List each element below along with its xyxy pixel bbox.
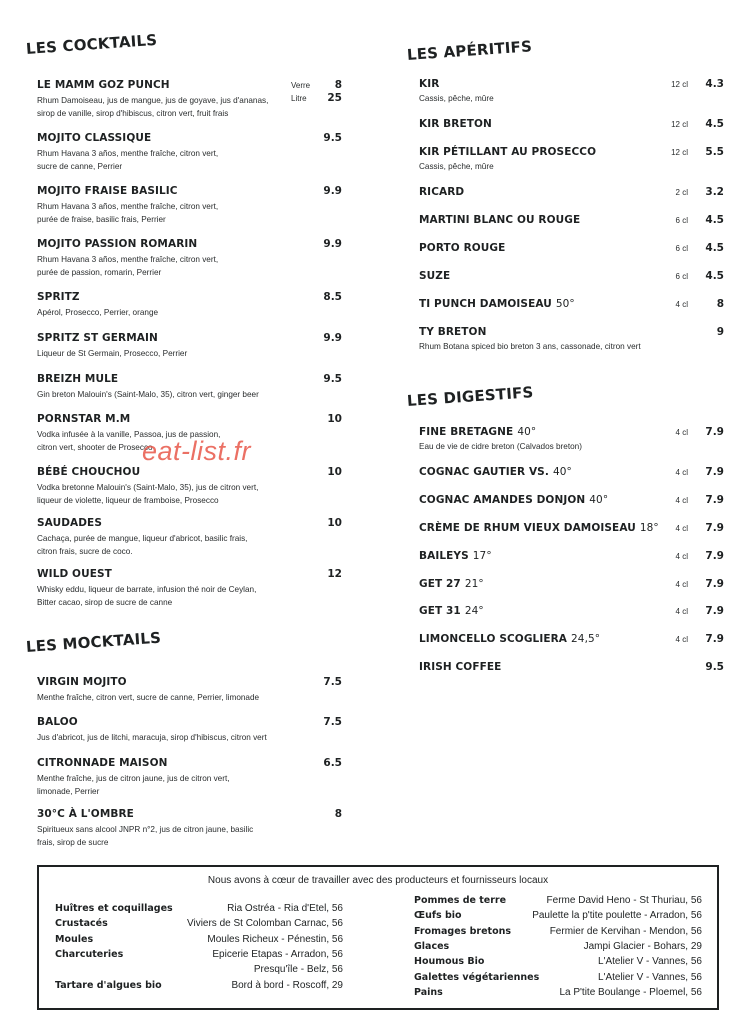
- item-price: 8.5: [323, 291, 342, 303]
- section-title-cocktails: LES COCKTAILS: [25, 30, 158, 58]
- item-description: limonade, Perrier: [37, 787, 100, 796]
- supplier-product: Huîtres et coquillages: [55, 903, 173, 914]
- item-price: 10: [327, 413, 342, 425]
- item-name-text: PORTO ROUGE: [419, 242, 506, 254]
- item-name: [419, 633, 600, 645]
- item-name-text: CRÈME DE RHUM VIEUX DAMOISEAU: [419, 522, 636, 534]
- item-unit: Litre: [291, 94, 307, 103]
- item-volume: 2 cl: [675, 188, 688, 197]
- supplier-product: Pommes de terre: [414, 895, 507, 906]
- item-name: [419, 242, 505, 254]
- item-name: [419, 661, 501, 673]
- item-name: [419, 146, 596, 158]
- item-price: 4.5: [705, 118, 724, 130]
- item-price: 7.9: [705, 550, 724, 562]
- item-description: Liqueur de St Germain, Prosecco, Perrier: [37, 349, 188, 358]
- item-name: [419, 522, 659, 534]
- item-name: [419, 578, 484, 590]
- item-description: citron frais, sucre de coco.: [37, 547, 133, 556]
- item-description: Spiritueux sans alcool JNPR n°2, jus de citron jaune, basilic: [37, 825, 254, 834]
- suppliers-box: [37, 865, 719, 1010]
- item-description: Apérol, Prosecco, Perrier, orange: [37, 308, 159, 317]
- item-name: [419, 605, 484, 617]
- item-description: Rhum Havana 3 años, menthe fraîche, citron vert,: [37, 149, 219, 158]
- item-volume: 6 cl: [675, 272, 688, 281]
- item-name: [419, 78, 439, 90]
- item-volume: 4 cl: [675, 580, 688, 589]
- item-name-text: LIMONCELLO SCOGLIERA: [419, 633, 568, 645]
- item-alcohol-degree: 17°: [472, 550, 492, 562]
- item-name-text: BAILEYS: [419, 550, 469, 562]
- item-name: MOJITO FRAISE BASILIC: [37, 185, 178, 197]
- item-price: 7.9: [705, 633, 724, 645]
- item-volume: 12 cl: [671, 80, 688, 89]
- supplier-name: Ferme David Heno - St Thuriau, 56: [546, 895, 702, 906]
- item-name: PORNSTAR M.M: [37, 413, 131, 425]
- item-volume: 12 cl: [671, 148, 688, 157]
- item-name: SPRITZ ST GERMAIN: [37, 332, 158, 344]
- item-description: Menthe fraîche, jus de citron jaune, jus de citron vert,: [37, 774, 230, 783]
- item-description: Rhum Havana 3 años, menthe fraîche, citron vert,: [37, 255, 219, 264]
- item-price: 7.5: [323, 716, 342, 728]
- item-unit: Verre: [291, 81, 311, 90]
- item-description: liqueur de violette, liqueur de framboise, Prosecco: [37, 496, 219, 505]
- supplier-row: [414, 987, 702, 1002]
- item-name-text: KIR BRETON: [419, 118, 492, 130]
- supplier-name: La P'tite Boulange - Ploemel, 56: [559, 986, 702, 998]
- item-name-text: TI PUNCH DAMOISEAU: [419, 298, 552, 310]
- supplier-product: Moules: [55, 933, 94, 945]
- supplier-row: [55, 903, 343, 918]
- item-description: citron vert, shooter de Prosecco: [37, 443, 153, 452]
- item-name: [419, 118, 492, 130]
- item-name: SPRITZ: [37, 291, 80, 303]
- item-name: BÉBÉ CHOUCHOU: [37, 466, 141, 478]
- item-description: purée de fraise, basilic frais, Perrier: [37, 215, 166, 224]
- supplier-product: Œufs bio: [414, 910, 462, 922]
- item-price: 4.5: [705, 270, 724, 282]
- supplier-row: [414, 972, 702, 987]
- item-name: [419, 326, 486, 338]
- item-price: 9.5: [705, 661, 724, 673]
- item-name-text: GET 27: [419, 578, 461, 590]
- supplier-row: [55, 980, 343, 995]
- item-price: 7.9: [705, 522, 724, 534]
- item-name-text: KIR: [419, 78, 440, 90]
- item-price: 7.9: [705, 466, 724, 478]
- watermark: eat-list.fr: [142, 436, 252, 466]
- item-name: BREIZH MULE: [37, 373, 119, 385]
- supplier-name: Presqu'île - Belz, 56: [253, 964, 343, 976]
- item-name: [419, 298, 575, 310]
- item-name: MOJITO CLASSIQUE: [37, 132, 152, 144]
- item-name: [419, 426, 536, 438]
- item-name-text: SUZE: [419, 270, 451, 282]
- item-description: Gin breton Malouin's (Saint-Malo, 35), citron vert, ginger beer: [37, 390, 259, 399]
- item-name-text: RICARD: [419, 186, 465, 198]
- supplier-name: Fermier de Kervihan - Mendon, 56: [549, 925, 702, 937]
- item-price: 9.5: [323, 132, 342, 144]
- item-price: 3.2: [705, 186, 724, 198]
- item-price: 10: [327, 466, 342, 478]
- item-price: 4.5: [705, 214, 724, 226]
- item-volume: 4 cl: [675, 524, 688, 533]
- item-name: [419, 494, 608, 506]
- supplier-name: Viviers de St Colomban Carnac, 56: [186, 918, 343, 930]
- item-name-text: KIR PÉTILLANT AU PROSECCO: [419, 146, 597, 158]
- item-price: 5.5: [705, 146, 724, 158]
- item-volume: 6 cl: [675, 216, 688, 225]
- item-name-text: FINE BRETAGNE: [419, 426, 514, 438]
- item-volume: 6 cl: [675, 244, 688, 253]
- item-price: 7.9: [705, 426, 724, 438]
- item-price: 9.9: [323, 238, 342, 250]
- item-volume: 4 cl: [675, 607, 688, 616]
- item-name: [419, 466, 572, 478]
- item-description: Eau de vie de cidre breton (Calvados breton): [419, 442, 582, 451]
- item-price: 9.9: [323, 185, 342, 197]
- supplier-row: [55, 964, 343, 979]
- supplier-product: Tartare d'algues bio: [55, 979, 162, 991]
- supplier-product: Glaces: [414, 940, 450, 952]
- supplier-name: L'Atelier V - Vannes, 56: [597, 956, 702, 968]
- item-price: 8: [334, 79, 342, 91]
- supplier-row: [414, 926, 702, 941]
- item-price: 7.9: [705, 605, 724, 617]
- item-description: Menthe fraîche, citron vert, sucre de canne, Perrier, limonade: [37, 693, 260, 702]
- item-description: frais, sirop de sucre: [37, 838, 109, 847]
- item-description: Rhum Botana spiced bio breton 3 ans, cassonade, citron vert: [419, 342, 641, 351]
- supplier-row: [414, 910, 702, 925]
- item-description: Whisky eddu, liqueur de barrate, infusion thé noir de Ceylan,: [37, 585, 257, 594]
- item-price: 9.5: [323, 373, 342, 385]
- item-price: 9.9: [323, 332, 342, 344]
- item-description: Cachaça, purée de mangue, liqueur d'abricot, basilic frais,: [37, 534, 248, 543]
- supplier-product: Crustacés: [55, 918, 108, 930]
- item-description: Cassis, pêche, mûre: [419, 162, 494, 171]
- item-name: [419, 214, 580, 226]
- supplier-name: L'Atelier V - Vannes, 56: [597, 971, 702, 983]
- item-volume: 4 cl: [675, 300, 688, 309]
- item-description: Vodka bretonne Malouin's (Saint-Malo, 35), jus de citron vert,: [37, 483, 259, 492]
- item-volume: 4 cl: [675, 552, 688, 561]
- supplier-name: Paulette la p'tite poulette - Arradon, 56: [532, 910, 702, 922]
- supplier-name: Moules Richeux - Pénestin, 56: [207, 933, 343, 945]
- item-name: BALOO: [37, 716, 78, 728]
- item-price: 12: [327, 568, 342, 580]
- item-description: sucre de canne, Perrier: [37, 162, 123, 171]
- item-name: [419, 550, 492, 562]
- item-description: Rhum Damoiseau, jus de mangue, jus de goyave, jus d'ananas,: [37, 96, 269, 105]
- item-volume: 4 cl: [675, 635, 688, 644]
- item-volume: 12 cl: [671, 120, 688, 129]
- supplier-product: Houmous Bio: [414, 956, 485, 968]
- supplier-row: [55, 949, 343, 964]
- item-name-text: MARTINI BLANC OU ROUGE: [419, 214, 581, 226]
- item-price: 8: [716, 298, 724, 310]
- item-alcohol-degree: 18°: [639, 522, 659, 534]
- item-alcohol-degree: 50°: [555, 298, 575, 310]
- supplier-product: Pains: [414, 986, 443, 998]
- item-alcohol-degree: 24°: [464, 605, 484, 617]
- item-alcohol-degree: 21°: [464, 578, 484, 590]
- item-price: 6.5: [323, 757, 342, 769]
- item-description: sirop de vanille, sirop d'hibiscus, citron vert, fruit frais: [37, 109, 229, 118]
- supplier-name: Bord à bord - Roscoff, 29: [231, 979, 343, 991]
- item-price: 8: [334, 808, 342, 820]
- item-description: Cassis, pêche, mûre: [419, 94, 494, 103]
- suppliers-intro: Nous avons à cœur de travailler avec des producteurs et fournisseurs locaux: [207, 875, 549, 886]
- item-price: 7.5: [323, 676, 342, 688]
- supplier-row: [414, 941, 702, 956]
- item-name: [419, 270, 450, 282]
- supplier-product: Galettes végétariennes: [414, 971, 540, 983]
- item-name-text: IRISH COFFEE: [419, 661, 502, 673]
- section-title-digestifs: LES DIGESTIFS: [406, 383, 535, 410]
- item-description: purée de passion, romarin, Perrier: [37, 268, 162, 277]
- item-description: Rhum Havana 3 años, menthe fraîche, citron vert,: [37, 202, 219, 211]
- item-name-text: TY BRETON: [419, 326, 487, 338]
- item-price: 4.5: [705, 242, 724, 254]
- item-volume: 4 cl: [675, 428, 688, 437]
- item-price: 7.9: [705, 578, 724, 590]
- item-name-text: GET 31: [419, 605, 461, 617]
- item-price: 4.3: [705, 78, 724, 90]
- item-name: VIRGIN MOJITO: [37, 676, 127, 688]
- item-price: 10: [327, 517, 342, 529]
- supplier-row: [55, 934, 343, 949]
- supplier-row: [414, 895, 702, 910]
- item-name: 30°C À L'OMBRE: [37, 808, 134, 820]
- item-price: 25: [327, 92, 342, 104]
- item-name: WILD OUEST: [37, 568, 112, 580]
- item-price: 7.9: [705, 494, 724, 506]
- supplier-product: Charcuteries: [55, 948, 124, 960]
- supplier-row: [55, 918, 343, 933]
- item-name: MOJITO PASSION ROMARIN: [37, 238, 198, 250]
- item-name: CITRONNADE MAISON: [37, 757, 168, 769]
- item-name-text: COGNAC AMANDES DONJON: [419, 494, 586, 506]
- item-alcohol-degree: 40°: [517, 426, 537, 438]
- item-alcohol-degree: 24,5°: [571, 633, 601, 645]
- item-volume: 4 cl: [675, 468, 688, 477]
- item-name: LE MAMM GOZ PUNCH: [37, 79, 170, 91]
- item-description: Bitter cacao, sirop de sucre de canne: [37, 598, 173, 607]
- section-title-mocktails: LES MOCKTAILS: [25, 628, 162, 656]
- item-description: Vodka infusée à la vanille, Passoa, jus de passion,: [37, 430, 221, 439]
- item-volume: 4 cl: [675, 496, 688, 505]
- item-description: Jus d'abricot, jus de litchi, maracuja, sirop d'hibiscus, citron vert: [37, 733, 267, 742]
- supplier-name: Ria Ostréa - Ria d'Etel, 56: [227, 903, 343, 914]
- supplier-row: [414, 956, 702, 971]
- item-alcohol-degree: 40°: [589, 494, 609, 506]
- supplier-product: Fromages bretons: [414, 925, 512, 937]
- item-alcohol-degree: 40°: [552, 466, 572, 478]
- item-name-text: COGNAC GAUTIER VS.: [419, 466, 549, 478]
- section-title-aperitifs: LES APÉRITIFS: [406, 37, 533, 64]
- item-name: [419, 186, 464, 198]
- supplier-name: Epicerie Etapas - Arradon, 56: [212, 948, 343, 960]
- supplier-name: Jampi Glacier - Bohars, 29: [583, 940, 702, 952]
- item-name: SAUDADES: [37, 517, 102, 529]
- item-price: 9: [716, 326, 724, 338]
